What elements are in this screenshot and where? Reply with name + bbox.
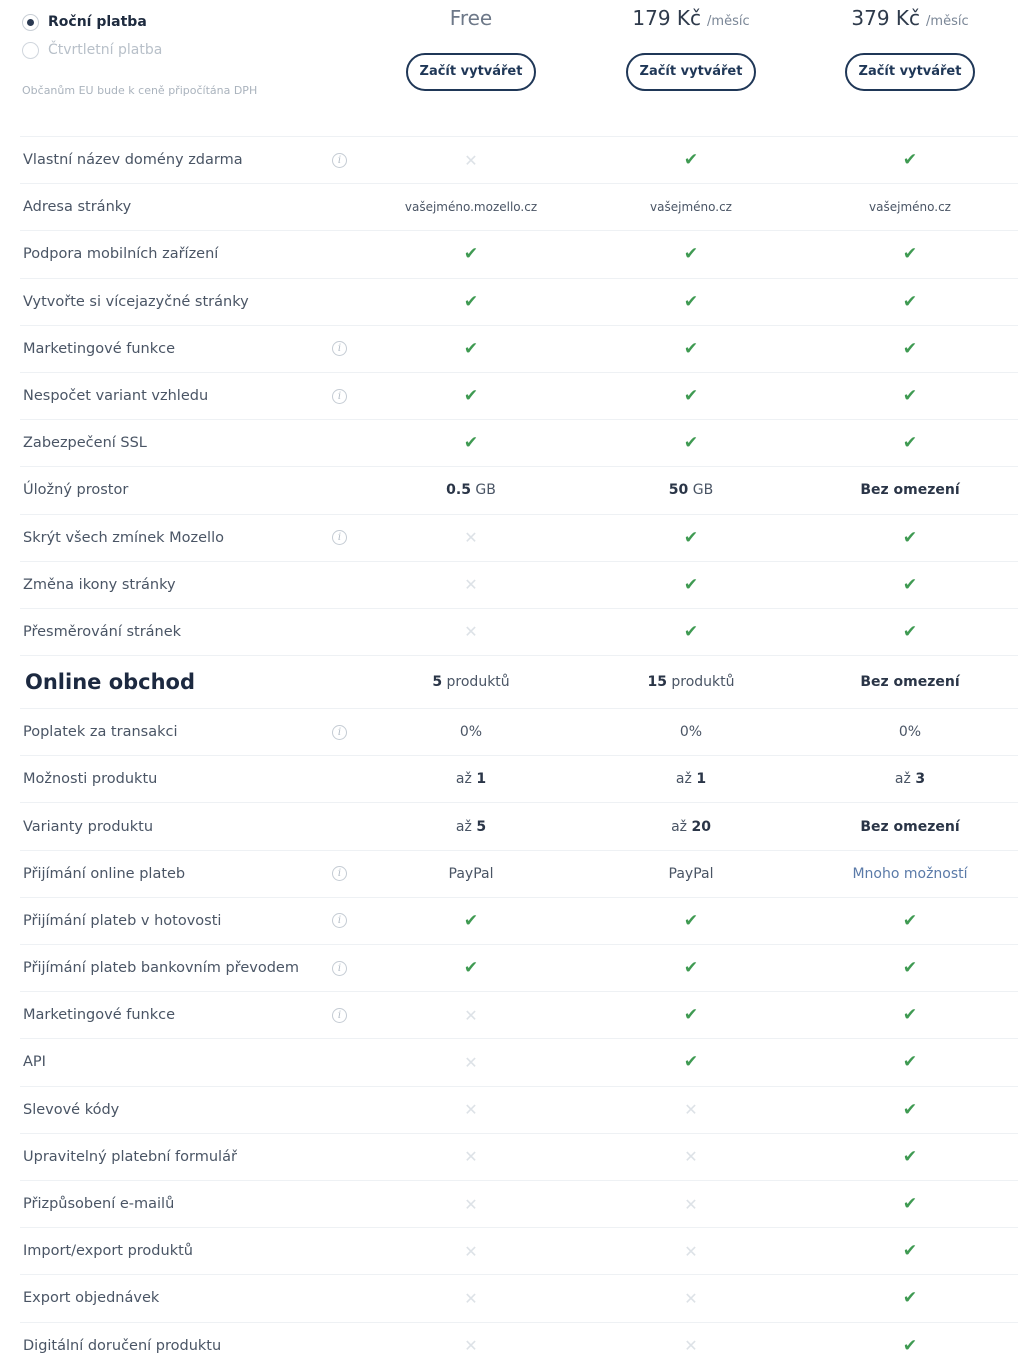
feature-row xyxy=(20,561,1018,608)
feature-row xyxy=(20,514,1018,561)
info-icon[interactable]: i xyxy=(332,341,347,356)
value-number: 3 xyxy=(915,771,926,788)
check-icon: ✔ xyxy=(683,386,699,407)
cross-icon: ✕ xyxy=(684,1288,698,1308)
value-number: 0.5 xyxy=(446,482,471,499)
plan-standard xyxy=(591,6,791,91)
feature-row xyxy=(20,183,1018,230)
check-icon: ✔ xyxy=(463,910,479,931)
check-icon: ✔ xyxy=(902,574,918,595)
feature-row xyxy=(20,1086,1018,1133)
info-icon[interactable]: i xyxy=(332,866,347,881)
cross-icon: ✕ xyxy=(464,1336,478,1356)
section-header-row xyxy=(20,655,1018,708)
feature-label: Úložný prostor xyxy=(23,482,129,499)
value-prefix: až xyxy=(894,771,916,788)
info-icon[interactable]: i xyxy=(332,961,347,976)
check-icon: ✔ xyxy=(902,1288,918,1309)
cross-icon: ✕ xyxy=(464,150,478,170)
feature-label: Varianty produktu xyxy=(23,818,154,835)
check-icon: ✔ xyxy=(683,910,699,931)
feature-value: Bez omezení xyxy=(860,818,960,835)
plan-price-period: /měsíc xyxy=(707,14,750,29)
start-button-standard[interactable]: Začít vytvářet xyxy=(626,53,756,91)
feature-row xyxy=(20,136,1018,183)
feature-value: 0% xyxy=(679,724,703,741)
check-icon: ✔ xyxy=(902,1099,918,1120)
cross-icon: ✕ xyxy=(464,1288,478,1308)
plan-price-amount: 379 Kč xyxy=(851,6,921,30)
cross-icon: ✕ xyxy=(464,622,478,642)
feature-row xyxy=(20,850,1018,897)
feature-label: Adresa stránky xyxy=(23,199,132,216)
cross-icon: ✕ xyxy=(684,1100,698,1120)
value-prefix: až xyxy=(675,771,697,788)
check-icon: ✔ xyxy=(463,291,479,312)
value-unit: GB xyxy=(470,482,496,499)
feature-label: Marketingové funkce xyxy=(23,1007,176,1024)
feature-value xyxy=(591,674,791,690)
feature-value: PayPal xyxy=(668,865,714,882)
value-number: 20 xyxy=(691,818,711,835)
check-icon: ✔ xyxy=(902,338,918,359)
check-icon: ✔ xyxy=(902,1052,918,1073)
cross-icon: ✕ xyxy=(684,1194,698,1214)
feature-label: Možnosti produktu xyxy=(23,771,158,788)
cross-icon: ✕ xyxy=(464,528,478,548)
feature-value: 0% xyxy=(898,724,922,741)
check-icon: ✔ xyxy=(902,291,918,312)
check-icon: ✔ xyxy=(902,1241,918,1262)
pricing-header xyxy=(0,0,1024,136)
payment-options-link[interactable]: Mnoho možností xyxy=(852,865,968,882)
info-icon[interactable]: i xyxy=(332,153,347,168)
feature-value xyxy=(371,482,571,498)
feature-row xyxy=(20,1038,1018,1085)
value-prefix: až xyxy=(455,771,477,788)
value-unit: produktů xyxy=(666,674,735,691)
feature-row xyxy=(20,755,1018,802)
feature-label: Upravitelný platební formulář xyxy=(23,1148,237,1165)
value-unit: produktů xyxy=(442,674,510,691)
check-icon: ✔ xyxy=(902,386,918,407)
check-icon: ✔ xyxy=(902,1005,918,1026)
feature-row xyxy=(20,325,1018,372)
feature-label: Přizpůsobení e-mailů xyxy=(23,1196,175,1213)
feature-row xyxy=(20,802,1018,849)
feature-value: PayPal xyxy=(448,865,494,882)
start-button-premium[interactable]: Začít vytvářet xyxy=(845,53,975,91)
check-icon: ✔ xyxy=(683,621,699,642)
feature-row xyxy=(20,944,1018,991)
check-icon: ✔ xyxy=(463,338,479,359)
feature-row xyxy=(20,1180,1018,1227)
check-icon: ✔ xyxy=(902,244,918,265)
feature-row xyxy=(20,419,1018,466)
check-icon: ✔ xyxy=(683,1052,699,1073)
plan-free xyxy=(371,6,571,91)
feature-label: Digitální doručení produktu xyxy=(23,1337,222,1354)
feature-label: Přesměrování stránek xyxy=(23,623,182,640)
check-icon: ✔ xyxy=(902,433,918,454)
feature-value: vašejméno.mozello.cz xyxy=(404,200,538,215)
feature-row xyxy=(20,1274,1018,1321)
radio-button-checked[interactable] xyxy=(22,14,39,31)
feature-label: Import/export produktů xyxy=(23,1243,193,1260)
feature-comparison-table xyxy=(20,136,1018,1368)
check-icon: ✔ xyxy=(463,958,479,979)
feature-value xyxy=(810,771,1010,787)
feature-row xyxy=(20,372,1018,419)
feature-label: Přijímání plateb v hotovosti xyxy=(23,912,222,929)
check-icon: ✔ xyxy=(463,433,479,454)
plan-price xyxy=(810,6,1010,36)
radio-button[interactable] xyxy=(22,42,39,59)
check-icon: ✔ xyxy=(683,574,699,595)
plan-price xyxy=(591,6,791,36)
feature-row xyxy=(20,897,1018,944)
start-button-free[interactable]: Začít vytvářet xyxy=(406,53,536,91)
feature-label: Nespočet variant vzhledu xyxy=(23,388,209,405)
billing-period-selector xyxy=(22,10,162,66)
info-icon[interactable]: i xyxy=(332,1008,347,1023)
feature-row xyxy=(20,991,1018,1038)
feature-label: Přijímání plateb bankovním převodem xyxy=(23,960,299,977)
value-number: 50 xyxy=(668,482,689,499)
check-icon: ✔ xyxy=(683,338,699,359)
check-icon: ✔ xyxy=(683,291,699,312)
feature-label: Přijímání online plateb xyxy=(23,865,186,882)
plan-price xyxy=(371,6,571,36)
feature-row xyxy=(20,1227,1018,1274)
cross-icon: ✕ xyxy=(464,1241,478,1261)
feature-value xyxy=(591,771,791,787)
value-prefix: až xyxy=(455,818,477,835)
info-icon[interactable]: i xyxy=(332,913,347,928)
feature-label: Poplatek za transakci xyxy=(23,724,178,741)
check-icon: ✔ xyxy=(683,244,699,265)
check-icon: ✔ xyxy=(902,958,918,979)
check-icon: ✔ xyxy=(902,527,918,548)
cross-icon: ✕ xyxy=(464,1100,478,1120)
feature-label: Export objednávek xyxy=(23,1290,160,1307)
check-icon: ✔ xyxy=(683,1005,699,1026)
value-unit: GB xyxy=(688,482,714,499)
plan-premium xyxy=(810,6,1010,91)
feature-label: Změna ikony stránky xyxy=(23,576,176,593)
feature-row xyxy=(20,278,1018,325)
feature-row xyxy=(20,466,1018,513)
check-icon: ✔ xyxy=(683,433,699,454)
feature-value: Bez omezení xyxy=(860,482,960,499)
feature-row xyxy=(20,608,1018,655)
check-icon: ✔ xyxy=(902,150,918,171)
check-icon: ✔ xyxy=(902,1146,918,1167)
feature-label: Skrýt všech zmínek Mozello xyxy=(23,529,224,546)
cross-icon: ✕ xyxy=(464,575,478,595)
plan-price-amount: 179 Kč xyxy=(632,6,702,30)
cross-icon: ✕ xyxy=(464,1052,478,1072)
feature-label: Podpora mobilních zařízení xyxy=(23,246,219,263)
vat-note: Občanům EU bude k ceně připočítána DPH xyxy=(22,84,258,97)
cross-icon: ✕ xyxy=(464,1005,478,1025)
value-number: 15 xyxy=(647,674,667,691)
feature-label: Vlastní název domény zdarma xyxy=(23,152,243,169)
feature-label: API xyxy=(23,1054,46,1071)
plan-price-amount: Free xyxy=(449,6,493,30)
cross-icon: ✕ xyxy=(464,1194,478,1214)
feature-value xyxy=(371,819,571,835)
feature-value: vašejméno.cz xyxy=(869,200,951,215)
plan-price-period: /měsíc xyxy=(926,14,969,29)
billing-option-label: Čtvrtletní platba xyxy=(48,42,163,58)
section-title: Online obchod xyxy=(25,670,196,695)
check-icon: ✔ xyxy=(902,1335,918,1356)
info-icon[interactable]: i xyxy=(332,725,347,740)
check-icon: ✔ xyxy=(683,150,699,171)
billing-option-label: Roční platba xyxy=(48,14,147,30)
feature-label: Zabezpečení SSL xyxy=(23,435,147,452)
check-icon: ✔ xyxy=(902,621,918,642)
feature-row xyxy=(20,1322,1018,1368)
feature-row xyxy=(20,1133,1018,1180)
cross-icon: ✕ xyxy=(684,1336,698,1356)
info-icon[interactable]: i xyxy=(332,530,347,545)
feature-label: Vytvořte si vícejazyčné stránky xyxy=(23,293,249,310)
check-icon: ✔ xyxy=(683,958,699,979)
billing-option-quarterly[interactable] xyxy=(22,38,162,62)
check-icon: ✔ xyxy=(683,527,699,548)
cross-icon: ✕ xyxy=(464,1147,478,1167)
feature-value xyxy=(591,819,791,835)
check-icon: ✔ xyxy=(463,386,479,407)
feature-row xyxy=(20,708,1018,755)
check-icon: ✔ xyxy=(902,910,918,931)
cross-icon: ✕ xyxy=(684,1241,698,1261)
value-number: 1 xyxy=(476,771,487,788)
feature-value xyxy=(371,771,571,787)
feature-row xyxy=(20,230,1018,277)
feature-value xyxy=(371,674,571,690)
value-number: 5 xyxy=(476,818,487,835)
check-icon: ✔ xyxy=(902,1194,918,1215)
info-icon[interactable]: i xyxy=(332,389,347,404)
feature-label: Marketingové funkce xyxy=(23,340,176,357)
cross-icon: ✕ xyxy=(684,1147,698,1167)
feature-value: Bez omezení xyxy=(860,674,960,691)
value-number: 5 xyxy=(432,674,443,691)
value-prefix: až xyxy=(671,818,692,835)
feature-value: 0% xyxy=(459,724,483,741)
value-number: 1 xyxy=(696,771,707,788)
feature-value: vašejméno.cz xyxy=(650,200,732,215)
billing-option-yearly[interactable] xyxy=(22,10,162,34)
check-icon: ✔ xyxy=(463,244,479,265)
feature-value xyxy=(591,482,791,498)
feature-label: Slevové kódy xyxy=(23,1101,120,1118)
